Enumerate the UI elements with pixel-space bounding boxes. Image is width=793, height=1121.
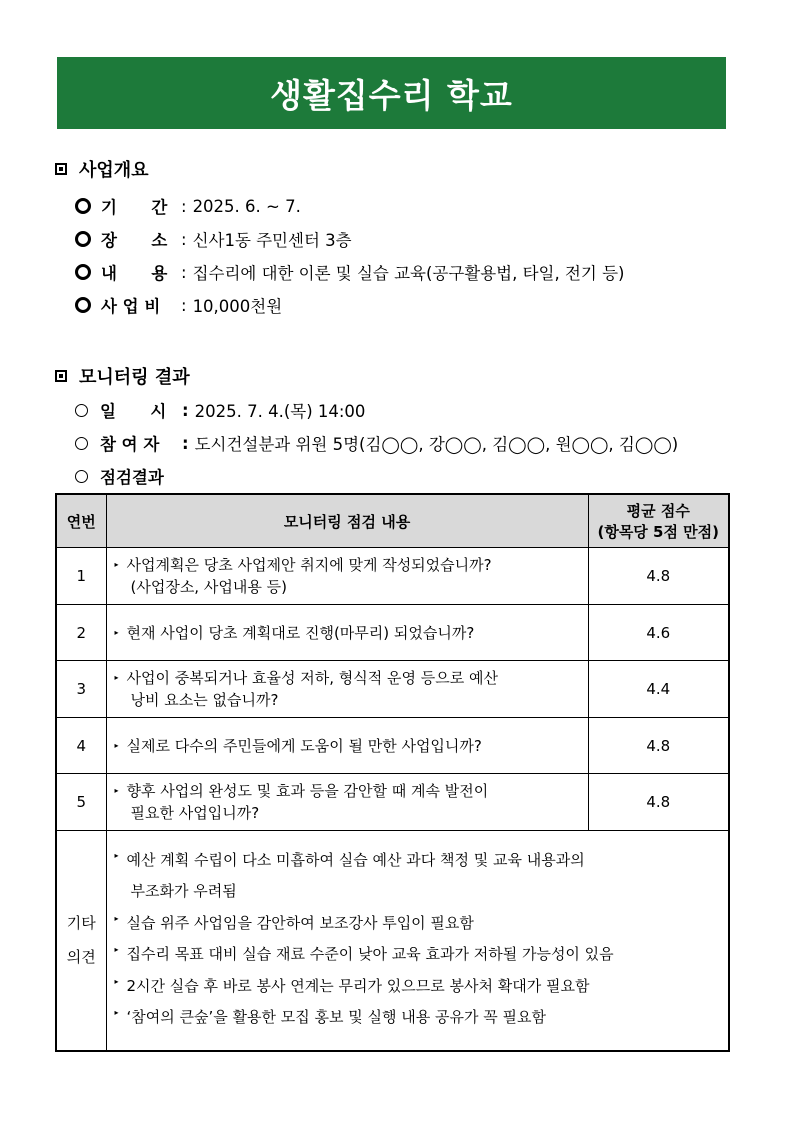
monitoring-date-value: 2025. 7. 4.(목) 14:00: [194, 402, 366, 421]
circle-bullet-icon: [75, 198, 91, 214]
row-text: 실제로 다수의 주민들에게 도움이 될 만한 사업입니까?: [126, 736, 482, 755]
overview-value: 10,000천원: [192, 297, 283, 316]
overview-value: 2025. 6. ~ 7.: [192, 196, 301, 216]
opinions-content: [106, 831, 729, 1051]
overview-heading: [55, 156, 149, 182]
col-header-score-line1: 평균 점수: [626, 502, 690, 520]
square-bullet-icon: [55, 163, 67, 175]
page-title: 생활집수리 학교: [57, 57, 726, 129]
opinion-text: 2시간 실습 후 바로 봉사 연계는 무리가 있으므로 봉사처 확대가 필요함: [126, 976, 590, 995]
triangle-bullet-icon: ▸: [114, 560, 119, 569]
opinion-text: 부조화가 우려됨: [130, 882, 237, 901]
col-header-content: 모니터링 점검 내용: [106, 494, 588, 548]
row-content: [106, 605, 588, 661]
row-text: 향후 사업의 완성도 및 효과 등을 감안할 때 계속 발전이: [126, 782, 489, 800]
opinions-label-line: 의견: [66, 948, 96, 967]
triangle-bullet-icon: ▸: [114, 627, 119, 637]
col-header-score: [588, 494, 729, 548]
monitoring-participants-value: 도시건설분과 위원 5명(김◯◯, 강◯◯, 김◯◯, 원◯◯, 김◯◯): [194, 435, 679, 454]
circle-outline-icon: [75, 404, 88, 417]
overview-item-place: 장 소 : 신사1동 주민센터 3층: [75, 227, 352, 251]
row-number: 5: [56, 774, 106, 831]
row-number: 1: [56, 548, 106, 605]
circle-bullet-icon: [75, 297, 91, 313]
row-score: 4.8: [588, 718, 729, 774]
row-score: 4.8: [588, 774, 729, 831]
row-content: [106, 718, 588, 774]
triangle-bullet-icon: ▸: [114, 945, 119, 955]
overview-value: 신사1동 주민센터 3층: [192, 231, 352, 250]
row-number: 4: [56, 718, 106, 774]
row-score: 4.4: [588, 661, 729, 718]
row-text: 필요한 사업입니까?: [130, 804, 260, 822]
circle-bullet-icon: [75, 231, 91, 247]
table-row: [56, 718, 729, 774]
overview-label: 사 업 비: [101, 297, 161, 316]
triangle-bullet-icon: ▸: [114, 740, 119, 750]
overview-heading-text: 사업개요: [79, 160, 149, 181]
row-score: 4.8: [588, 548, 729, 605]
monitoring-results: [75, 464, 164, 488]
overview-value: 집수리에 대한 이론 및 실습 교육(공구활용법, 타일, 전기 등): [192, 264, 625, 283]
row-text: 현재 사업이 당초 계획대로 진행(마무리) 되었습니까?: [126, 623, 475, 642]
overview-label: 장 소: [101, 231, 168, 250]
circle-bullet-icon: [75, 264, 91, 280]
opinion-text: ‘참여의 큰숲’을 활용한 모집 홍보 및 실행 내용 공유가 꼭 필요함: [126, 1008, 546, 1027]
monitoring-date: 일 시 : 2025. 7. 4.(목) 14:00: [75, 398, 365, 422]
col-header-score-line2: (항목당 5점 만점): [597, 523, 720, 541]
results-table: [55, 493, 730, 1052]
table-row: [56, 548, 729, 605]
square-bullet-icon: [55, 370, 67, 382]
overview-label: 기 간: [101, 198, 168, 217]
triangle-bullet-icon: ▸: [114, 786, 119, 795]
opinion-text: 실습 위주 사업임을 감안하여 보조강사 투입이 필요함: [126, 913, 474, 932]
circle-outline-icon: [75, 437, 88, 450]
table-row: [56, 661, 729, 718]
overview-item-period: 기 간 : 2025. 6. ~ 7.: [75, 194, 301, 218]
monitoring-heading-text: 모니터링 결과: [79, 367, 190, 388]
opinions-label-line: 기타: [66, 914, 96, 933]
opinion-text: 예산 계획 수립이 다소 미흡하여 실습 예산 과다 책정 및 교육 내용과의: [126, 850, 585, 869]
triangle-bullet-icon: ▸: [114, 673, 119, 682]
row-text: (사업장소, 사업내용 등): [130, 578, 287, 596]
overview-label: 내 용: [101, 264, 168, 283]
table-row: [56, 774, 729, 831]
row-score: 4.6: [588, 605, 729, 661]
triangle-bullet-icon: ▸: [114, 850, 119, 860]
row-text: 낭비 요소는 없습니까?: [130, 691, 279, 709]
monitoring-participants-label: 참 여 자: [100, 435, 160, 454]
row-text: 사업계획은 당초 사업제안 취지에 맞게 작성되었습니까?: [126, 556, 492, 574]
monitoring-date-label: 일 시: [100, 402, 167, 421]
monitoring-participants: 참 여 자 : 도시건설분과 위원 5명(김◯◯, 강◯◯, 김◯◯, 원◯◯, 김◯◯): [75, 431, 678, 455]
overview-item-budget: 사 업 비 : 10,000천원: [75, 293, 282, 317]
circle-outline-icon: [75, 470, 88, 483]
monitoring-results-label: 점검결과: [100, 468, 164, 487]
table-header-row: [56, 494, 729, 548]
triangle-bullet-icon: ▸: [114, 1008, 119, 1018]
row-content: [106, 548, 588, 605]
overview-item-content: 내 용 : 집수리에 대한 이론 및 실습 교육(공구활용법, 타일, 전기 등): [75, 260, 624, 284]
row-number: 3: [56, 661, 106, 718]
row-content: [106, 661, 588, 718]
row-number: 2: [56, 605, 106, 661]
table-row: [56, 605, 729, 661]
row-text: 사업이 중복되거나 효율성 저하, 형식적 운영 등으로 예산: [126, 669, 498, 687]
monitoring-heading: [55, 363, 190, 389]
triangle-bullet-icon: ▸: [114, 976, 119, 986]
col-header-no: 연번: [56, 494, 106, 548]
triangle-bullet-icon: ▸: [114, 913, 119, 923]
row-content: [106, 774, 588, 831]
opinion-text: 집수리 목표 대비 실습 재료 수준이 낮아 교육 효과가 저하될 가능성이 있음: [126, 945, 614, 964]
opinions-row: [56, 831, 729, 1051]
opinions-label: [56, 831, 106, 1051]
